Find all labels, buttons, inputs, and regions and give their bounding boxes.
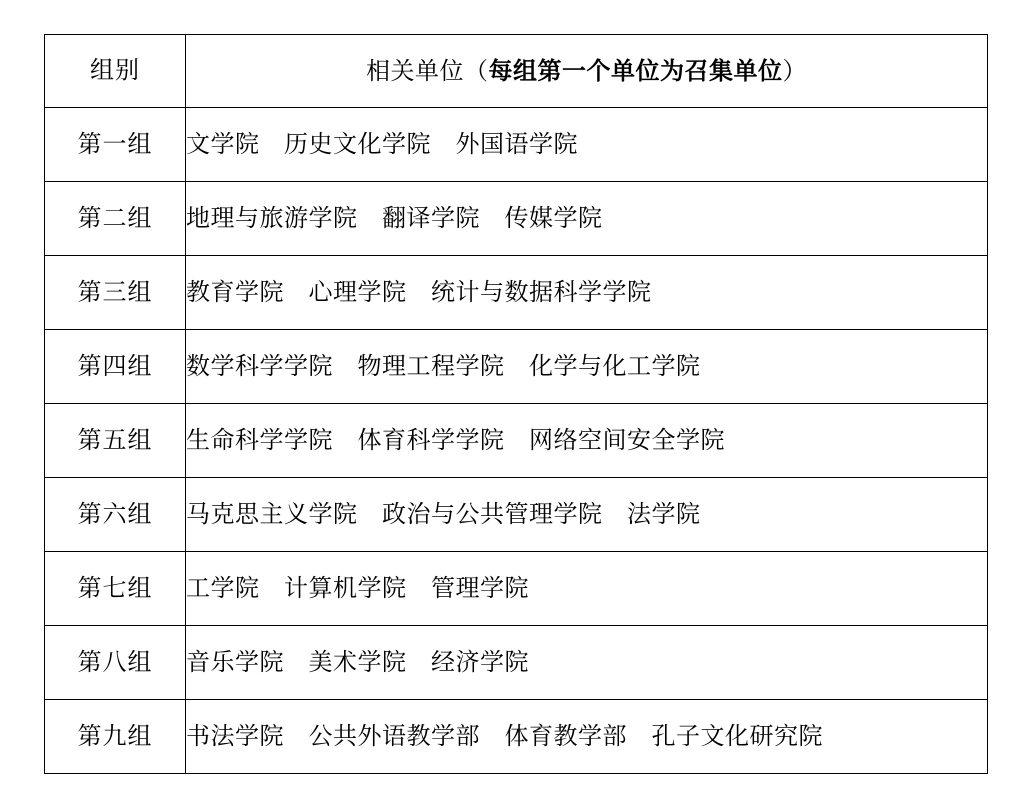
cell-group-name: 第九组 <box>45 700 186 774</box>
table-header-row <box>45 35 988 108</box>
cell-group-name: 第七组 <box>45 552 186 626</box>
cell-group-name: 第一组 <box>45 108 186 182</box>
table-row <box>45 552 988 626</box>
header-units-prefix: 相关单位（ <box>366 56 489 85</box>
cell-group-name: 第四组 <box>45 330 186 404</box>
header-cell-group: 组别 <box>45 35 186 108</box>
cell-group-units: 教育学院 心理学院 统计与数据科学学院 <box>186 256 988 330</box>
header-cell-units <box>186 35 988 108</box>
table-row <box>45 330 988 404</box>
cell-group-units: 书法学院 公共外语教学部 体育教学部 孔子文化研究院 <box>186 700 988 774</box>
cell-group-units: 数学科学学院 物理工程学院 化学与化工学院 <box>186 330 988 404</box>
table-row <box>45 256 988 330</box>
cell-group-name: 第六组 <box>45 478 186 552</box>
cell-group-name: 第八组 <box>45 626 186 700</box>
cell-group-name: 第五组 <box>45 404 186 478</box>
cell-group-name: 第三组 <box>45 256 186 330</box>
cell-group-units: 马克思主义学院 政治与公共管理学院 法学院 <box>186 478 988 552</box>
cell-group-units: 生命科学学院 体育科学学院 网络空间安全学院 <box>186 404 988 478</box>
cell-group-units: 地理与旅游学院 翻译学院 传媒学院 <box>186 182 988 256</box>
table-row <box>45 700 988 774</box>
cell-group-units: 工学院 计算机学院 管理学院 <box>186 552 988 626</box>
group-assignment-table <box>44 34 988 774</box>
cell-group-name: 第二组 <box>45 182 186 256</box>
header-units-emphasis: 每组第一个单位为召集单位 <box>488 55 783 85</box>
table-row <box>45 478 988 552</box>
header-units-suffix: ） <box>782 56 807 85</box>
cell-group-units: 音乐学院 美术学院 经济学院 <box>186 626 988 700</box>
table-row <box>45 404 988 478</box>
cell-group-units: 文学院 历史文化学院 外国语学院 <box>186 108 988 182</box>
table-row <box>45 626 988 700</box>
table-row <box>45 182 988 256</box>
table-row <box>45 108 988 182</box>
table-body <box>45 35 988 774</box>
